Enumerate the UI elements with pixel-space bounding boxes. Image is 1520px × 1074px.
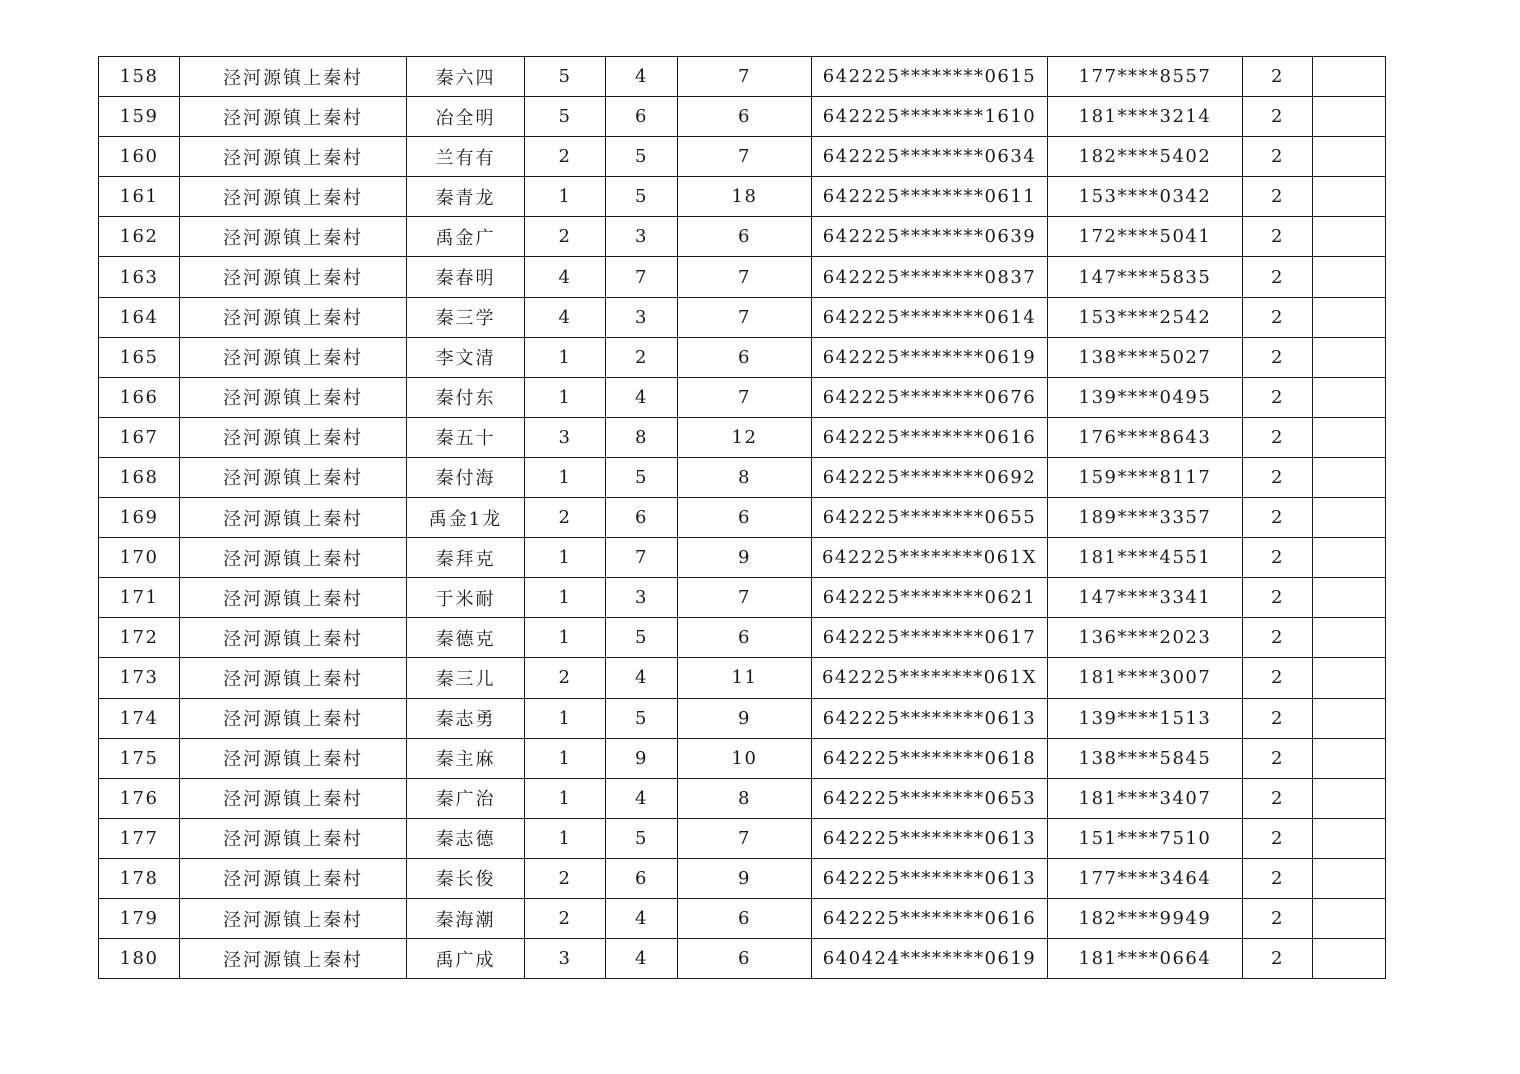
count-b-cell: 5: [606, 177, 678, 217]
id-number-cell: 642225********0614: [812, 297, 1048, 337]
count-b-cell: 5: [606, 457, 678, 497]
id-number-cell: 642225********0616: [812, 898, 1048, 938]
table-row: [99, 217, 1386, 257]
count-b-cell: 2: [606, 337, 678, 377]
name-cell: 秦广治: [407, 778, 525, 818]
row-number-cell: 165: [99, 337, 180, 377]
name-cell: 秦三学: [407, 297, 525, 337]
remarks-cell: [1313, 618, 1386, 658]
table-row: [99, 177, 1386, 217]
remarks-cell: [1313, 297, 1386, 337]
count-c-cell: 6: [678, 97, 812, 137]
row-number-cell: 169: [99, 498, 180, 538]
category-cell: 2: [1243, 257, 1313, 297]
category-cell: 2: [1243, 939, 1313, 979]
village-cell: 泾河源镇上秦村: [180, 738, 407, 778]
phone-cell: 136****2023: [1048, 618, 1243, 658]
count-c-cell: 7: [678, 257, 812, 297]
count-b-cell: 6: [606, 858, 678, 898]
row-number-cell: 161: [99, 177, 180, 217]
name-cell: 秦德克: [407, 618, 525, 658]
table-row: [99, 377, 1386, 417]
remarks-cell: [1313, 858, 1386, 898]
name-cell: 秦三儿: [407, 658, 525, 698]
village-cell: 泾河源镇上秦村: [180, 137, 407, 177]
row-number-cell: 178: [99, 858, 180, 898]
remarks-cell: [1313, 698, 1386, 738]
id-number-cell: 642225********061X: [812, 538, 1048, 578]
category-cell: 2: [1243, 217, 1313, 257]
id-number-cell: 642225********061X: [812, 658, 1048, 698]
table-row: [99, 97, 1386, 137]
remarks-cell: [1313, 417, 1386, 457]
phone-cell: 177****3464: [1048, 858, 1243, 898]
count-a-cell: 1: [525, 578, 606, 618]
id-number-cell: 642225********0616: [812, 417, 1048, 457]
phone-cell: 181****3407: [1048, 778, 1243, 818]
name-cell: 禹金广: [407, 217, 525, 257]
name-cell: 秦海潮: [407, 898, 525, 938]
name-cell: 秦六四: [407, 57, 525, 97]
id-number-cell: 642225********0692: [812, 457, 1048, 497]
count-c-cell: 6: [678, 898, 812, 938]
name-cell: 禹广成: [407, 939, 525, 979]
table-row: [99, 257, 1386, 297]
table-row: [99, 137, 1386, 177]
count-a-cell: 2: [525, 137, 606, 177]
category-cell: 2: [1243, 137, 1313, 177]
count-b-cell: 7: [606, 538, 678, 578]
count-a-cell: 5: [525, 97, 606, 137]
count-a-cell: 1: [525, 698, 606, 738]
village-cell: 泾河源镇上秦村: [180, 658, 407, 698]
count-c-cell: 11: [678, 658, 812, 698]
village-cell: 泾河源镇上秦村: [180, 217, 407, 257]
phone-cell: 181****4551: [1048, 538, 1243, 578]
row-number-cell: 174: [99, 698, 180, 738]
name-cell: 秦志德: [407, 818, 525, 858]
category-cell: 2: [1243, 778, 1313, 818]
table-row: [99, 498, 1386, 538]
category-cell: 2: [1243, 618, 1313, 658]
count-a-cell: 1: [525, 818, 606, 858]
name-cell: 秦拜克: [407, 538, 525, 578]
count-c-cell: 6: [678, 618, 812, 658]
table-row: [99, 538, 1386, 578]
count-a-cell: 4: [525, 257, 606, 297]
count-c-cell: 6: [678, 337, 812, 377]
row-number-cell: 163: [99, 257, 180, 297]
id-number-cell: 642225********0634: [812, 137, 1048, 177]
id-number-cell: 642225********0837: [812, 257, 1048, 297]
village-cell: 泾河源镇上秦村: [180, 778, 407, 818]
count-b-cell: 6: [606, 498, 678, 538]
count-c-cell: 7: [678, 818, 812, 858]
table-row: [99, 818, 1386, 858]
table-row: [99, 618, 1386, 658]
village-cell: 泾河源镇上秦村: [180, 698, 407, 738]
village-cell: 泾河源镇上秦村: [180, 898, 407, 938]
name-cell: 秦付海: [407, 457, 525, 497]
category-cell: 2: [1243, 177, 1313, 217]
table-row: [99, 658, 1386, 698]
id-number-cell: 642225********1610: [812, 97, 1048, 137]
row-number-cell: 173: [99, 658, 180, 698]
id-number-cell: 642225********0613: [812, 858, 1048, 898]
id-number-cell: 642225********0618: [812, 738, 1048, 778]
table-body: [99, 57, 1386, 979]
id-number-cell: 642225********0676: [812, 377, 1048, 417]
count-a-cell: 4: [525, 297, 606, 337]
count-b-cell: 5: [606, 818, 678, 858]
phone-cell: 153****0342: [1048, 177, 1243, 217]
row-number-cell: 176: [99, 778, 180, 818]
remarks-cell: [1313, 337, 1386, 377]
row-number-cell: 167: [99, 417, 180, 457]
count-a-cell: 1: [525, 457, 606, 497]
category-cell: 2: [1243, 898, 1313, 938]
phone-cell: 147****3341: [1048, 578, 1243, 618]
table-row: [99, 738, 1386, 778]
count-a-cell: 2: [525, 658, 606, 698]
id-number-cell: 640424********0619: [812, 939, 1048, 979]
count-c-cell: 7: [678, 137, 812, 177]
name-cell: 秦青龙: [407, 177, 525, 217]
count-c-cell: 7: [678, 297, 812, 337]
count-a-cell: 5: [525, 57, 606, 97]
count-a-cell: 1: [525, 738, 606, 778]
table-row: [99, 337, 1386, 377]
count-c-cell: 6: [678, 217, 812, 257]
count-c-cell: 8: [678, 778, 812, 818]
table-row: [99, 898, 1386, 938]
count-c-cell: 7: [678, 578, 812, 618]
count-b-cell: 4: [606, 57, 678, 97]
remarks-cell: [1313, 257, 1386, 297]
category-cell: 2: [1243, 417, 1313, 457]
id-number-cell: 642225********0621: [812, 578, 1048, 618]
row-number-cell: 168: [99, 457, 180, 497]
row-number-cell: 179: [99, 898, 180, 938]
category-cell: 2: [1243, 538, 1313, 578]
category-cell: 2: [1243, 818, 1313, 858]
phone-cell: 139****0495: [1048, 377, 1243, 417]
village-cell: 泾河源镇上秦村: [180, 618, 407, 658]
row-number-cell: 175: [99, 738, 180, 778]
row-number-cell: 159: [99, 97, 180, 137]
name-cell: 于米耐: [407, 578, 525, 618]
phone-cell: 189****3357: [1048, 498, 1243, 538]
village-cell: 泾河源镇上秦村: [180, 377, 407, 417]
remarks-cell: [1313, 137, 1386, 177]
table-row: [99, 578, 1386, 618]
remarks-cell: [1313, 457, 1386, 497]
remarks-cell: [1313, 177, 1386, 217]
phone-cell: 138****5027: [1048, 337, 1243, 377]
phone-cell: 151****7510: [1048, 818, 1243, 858]
category-cell: 2: [1243, 698, 1313, 738]
id-number-cell: 642225********0655: [812, 498, 1048, 538]
count-c-cell: 9: [678, 858, 812, 898]
row-number-cell: 160: [99, 137, 180, 177]
phone-cell: 182****5402: [1048, 137, 1243, 177]
village-cell: 泾河源镇上秦村: [180, 97, 407, 137]
count-b-cell: 4: [606, 939, 678, 979]
count-b-cell: 4: [606, 377, 678, 417]
category-cell: 2: [1243, 297, 1313, 337]
village-cell: 泾河源镇上秦村: [180, 939, 407, 979]
village-cell: 泾河源镇上秦村: [180, 818, 407, 858]
remarks-cell: [1313, 217, 1386, 257]
phone-cell: 138****5845: [1048, 738, 1243, 778]
village-cell: 泾河源镇上秦村: [180, 257, 407, 297]
count-b-cell: 7: [606, 257, 678, 297]
village-cell: 泾河源镇上秦村: [180, 297, 407, 337]
name-cell: 李文清: [407, 337, 525, 377]
table-row: [99, 297, 1386, 337]
id-number-cell: 642225********0611: [812, 177, 1048, 217]
household-roster-table: [98, 56, 1386, 979]
count-b-cell: 5: [606, 698, 678, 738]
name-cell: 秦长俊: [407, 858, 525, 898]
category-cell: 2: [1243, 738, 1313, 778]
count-a-cell: 3: [525, 417, 606, 457]
row-number-cell: 166: [99, 377, 180, 417]
remarks-cell: [1313, 898, 1386, 938]
remarks-cell: [1313, 57, 1386, 97]
count-c-cell: 7: [678, 377, 812, 417]
id-number-cell: 642225********0653: [812, 778, 1048, 818]
village-cell: 泾河源镇上秦村: [180, 578, 407, 618]
count-b-cell: 3: [606, 217, 678, 257]
phone-cell: 181****0664: [1048, 939, 1243, 979]
count-a-cell: 1: [525, 778, 606, 818]
table-row: [99, 858, 1386, 898]
name-cell: 秦五十: [407, 417, 525, 457]
count-b-cell: 3: [606, 297, 678, 337]
village-cell: 泾河源镇上秦村: [180, 858, 407, 898]
name-cell: 秦主麻: [407, 738, 525, 778]
phone-cell: 172****5041: [1048, 217, 1243, 257]
count-b-cell: 4: [606, 658, 678, 698]
category-cell: 2: [1243, 658, 1313, 698]
count-a-cell: 1: [525, 177, 606, 217]
count-b-cell: 3: [606, 578, 678, 618]
name-cell: 禹金1龙: [407, 498, 525, 538]
count-c-cell: 18: [678, 177, 812, 217]
count-a-cell: 1: [525, 377, 606, 417]
name-cell: 冶全明: [407, 97, 525, 137]
row-number-cell: 171: [99, 578, 180, 618]
row-number-cell: 172: [99, 618, 180, 658]
category-cell: 2: [1243, 457, 1313, 497]
remarks-cell: [1313, 658, 1386, 698]
name-cell: 秦付东: [407, 377, 525, 417]
table-row: [99, 417, 1386, 457]
count-b-cell: 9: [606, 738, 678, 778]
count-a-cell: 3: [525, 939, 606, 979]
name-cell: 秦春明: [407, 257, 525, 297]
count-a-cell: 2: [525, 217, 606, 257]
village-cell: 泾河源镇上秦村: [180, 177, 407, 217]
remarks-cell: [1313, 97, 1386, 137]
phone-cell: 182****9949: [1048, 898, 1243, 938]
table-row: [99, 778, 1386, 818]
count-c-cell: 10: [678, 738, 812, 778]
remarks-cell: [1313, 578, 1386, 618]
id-number-cell: 642225********0619: [812, 337, 1048, 377]
id-number-cell: 642225********0613: [812, 818, 1048, 858]
table-row: [99, 457, 1386, 497]
row-number-cell: 158: [99, 57, 180, 97]
remarks-cell: [1313, 738, 1386, 778]
count-a-cell: 1: [525, 618, 606, 658]
count-b-cell: 8: [606, 417, 678, 457]
count-b-cell: 6: [606, 97, 678, 137]
phone-cell: 139****1513: [1048, 698, 1243, 738]
category-cell: 2: [1243, 377, 1313, 417]
count-a-cell: 2: [525, 858, 606, 898]
phone-cell: 181****3007: [1048, 658, 1243, 698]
count-a-cell: 1: [525, 337, 606, 377]
category-cell: 2: [1243, 57, 1313, 97]
count-c-cell: 8: [678, 457, 812, 497]
count-c-cell: 9: [678, 698, 812, 738]
village-cell: 泾河源镇上秦村: [180, 498, 407, 538]
table-row: [99, 939, 1386, 979]
count-a-cell: 2: [525, 898, 606, 938]
remarks-cell: [1313, 939, 1386, 979]
remarks-cell: [1313, 538, 1386, 578]
name-cell: 秦志勇: [407, 698, 525, 738]
id-number-cell: 642225********0639: [812, 217, 1048, 257]
category-cell: 2: [1243, 858, 1313, 898]
category-cell: 2: [1243, 337, 1313, 377]
remarks-cell: [1313, 498, 1386, 538]
phone-cell: 181****3214: [1048, 97, 1243, 137]
category-cell: 2: [1243, 498, 1313, 538]
id-number-cell: 642225********0617: [812, 618, 1048, 658]
phone-cell: 153****2542: [1048, 297, 1243, 337]
count-c-cell: 7: [678, 57, 812, 97]
table-row: [99, 698, 1386, 738]
count-b-cell: 5: [606, 618, 678, 658]
row-number-cell: 180: [99, 939, 180, 979]
table-row: [99, 57, 1386, 97]
village-cell: 泾河源镇上秦村: [180, 417, 407, 457]
count-a-cell: 1: [525, 538, 606, 578]
row-number-cell: 162: [99, 217, 180, 257]
count-b-cell: 5: [606, 137, 678, 177]
village-cell: 泾河源镇上秦村: [180, 538, 407, 578]
village-cell: 泾河源镇上秦村: [180, 457, 407, 497]
count-c-cell: 6: [678, 939, 812, 979]
count-a-cell: 2: [525, 498, 606, 538]
village-cell: 泾河源镇上秦村: [180, 337, 407, 377]
phone-cell: 177****8557: [1048, 57, 1243, 97]
phone-cell: 147****5835: [1048, 257, 1243, 297]
id-number-cell: 642225********0615: [812, 57, 1048, 97]
count-b-cell: 4: [606, 778, 678, 818]
count-b-cell: 4: [606, 898, 678, 938]
row-number-cell: 177: [99, 818, 180, 858]
remarks-cell: [1313, 377, 1386, 417]
name-cell: 兰有有: [407, 137, 525, 177]
remarks-cell: [1313, 778, 1386, 818]
phone-cell: 176****8643: [1048, 417, 1243, 457]
village-cell: 泾河源镇上秦村: [180, 57, 407, 97]
category-cell: 2: [1243, 578, 1313, 618]
remarks-cell: [1313, 818, 1386, 858]
phone-cell: 159****8117: [1048, 457, 1243, 497]
count-c-cell: 9: [678, 538, 812, 578]
row-number-cell: 170: [99, 538, 180, 578]
category-cell: 2: [1243, 97, 1313, 137]
count-c-cell: 6: [678, 498, 812, 538]
id-number-cell: 642225********0613: [812, 698, 1048, 738]
count-c-cell: 12: [678, 417, 812, 457]
row-number-cell: 164: [99, 297, 180, 337]
